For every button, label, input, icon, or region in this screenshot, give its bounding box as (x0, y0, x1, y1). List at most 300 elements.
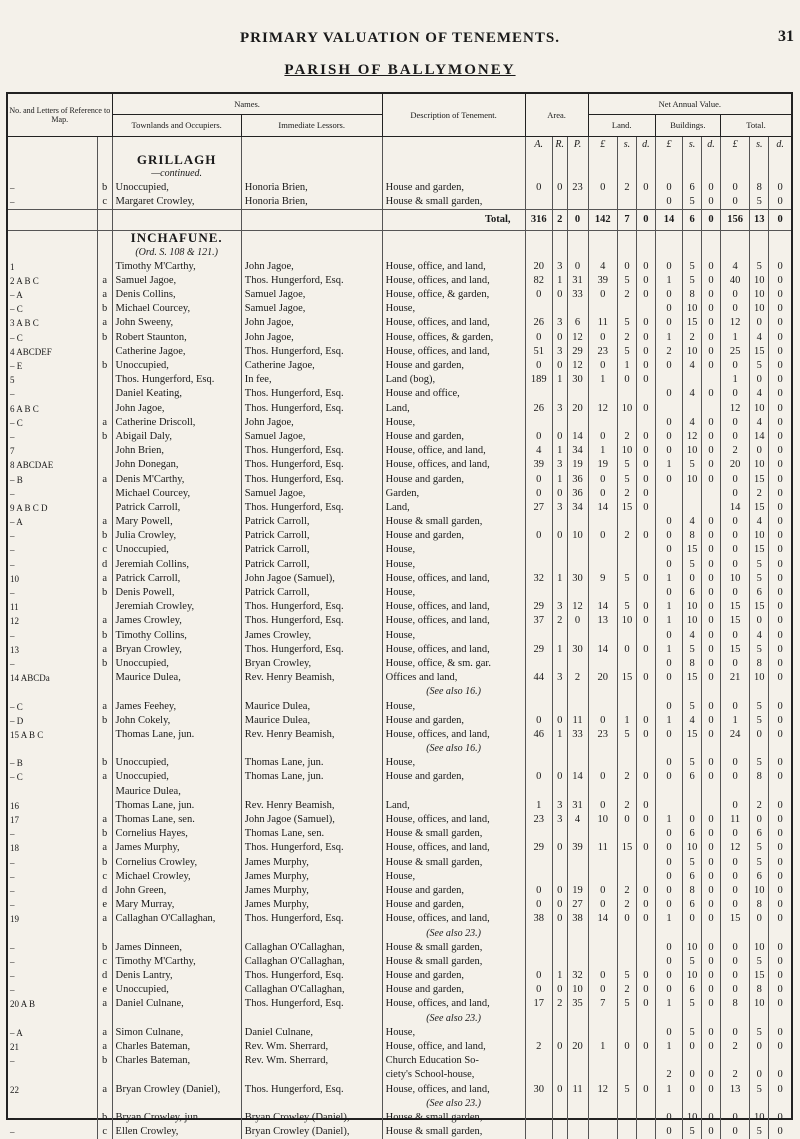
see-also-note: (See also 23.) (382, 1097, 525, 1111)
buildings-header: Buildings. (655, 114, 720, 136)
area-cell (552, 657, 567, 671)
lessor-cell: Thos. Hungerford, Esq. (241, 274, 382, 288)
occupier-cell: Timothy M'Carthy, (112, 955, 241, 969)
map-ref-cell: – C (8, 770, 97, 784)
area-cell: 3 (552, 671, 567, 685)
land-cell: 14 (588, 600, 617, 614)
description-cell: House, offices, and land, (382, 813, 525, 827)
total-cell: 12 (720, 841, 749, 855)
area-cell (552, 941, 567, 955)
area-cell: 3 (552, 316, 567, 330)
blank-cell (525, 1012, 552, 1026)
land-cell: 142 (588, 210, 617, 231)
buildings-cell: 0 (655, 1125, 682, 1139)
blank-cell (720, 1012, 749, 1026)
map-ref-cell: – (8, 941, 97, 955)
area-cell: 0 (525, 898, 552, 912)
buildings-cell: 0 (702, 671, 721, 685)
value-header: Net Annual Value. (588, 94, 791, 114)
buildings-cell (702, 501, 721, 515)
area-unit: A. (525, 136, 552, 153)
occupier-cell: James Murphy, (112, 841, 241, 855)
land-cell: 15 (617, 841, 636, 855)
area-cell (525, 941, 552, 955)
total-cell: 15 (720, 614, 749, 628)
map-ref-cell: – (8, 1111, 97, 1125)
buildings-cell: 0 (655, 841, 682, 855)
land-cell: 1 (588, 1040, 617, 1054)
land-cell: 0 (588, 331, 617, 345)
area-cell: 82 (525, 274, 552, 288)
land-cell: 2 (617, 983, 636, 997)
buildings-cell: 8 (683, 657, 702, 671)
table-row (8, 359, 791, 373)
buildings-cell: 0 (683, 1040, 702, 1054)
total-cell: 0 (777, 445, 783, 457)
land-cell (636, 756, 655, 770)
total-cell: 2 (750, 487, 769, 501)
map-ref-cell (8, 245, 97, 259)
area-cell (525, 756, 552, 770)
buildings-cell: 10 (683, 600, 702, 614)
blank-cell (702, 245, 721, 259)
area-cell: 31 (567, 274, 588, 288)
area-cell: 19 (567, 884, 588, 898)
total-cell: 5 (750, 699, 769, 713)
total-cell: 0 (777, 984, 783, 996)
area-cell (567, 416, 588, 430)
map-letter-cell: e (97, 898, 112, 912)
area-cell: 4 (567, 813, 588, 827)
blank-cell (567, 926, 588, 940)
total-cell: 0 (777, 402, 783, 414)
table-row (8, 870, 791, 884)
description-cell: House & small garden, (382, 827, 525, 841)
blank-cell (525, 685, 552, 699)
land-cell: 0 (636, 983, 655, 997)
total-cell: 10 (750, 671, 769, 685)
land-cell (636, 629, 655, 643)
blank-cell (525, 742, 552, 756)
land-cell (617, 1054, 636, 1068)
land-cell (636, 856, 655, 870)
area-cell (525, 515, 552, 529)
area-cell (525, 856, 552, 870)
map-letter-cell: b (97, 756, 112, 770)
buildings-cell: 0 (655, 629, 682, 643)
land-cell: 0 (588, 487, 617, 501)
table-row (8, 600, 791, 614)
area-cell: 2 (567, 671, 588, 685)
area-cell (525, 387, 552, 401)
occupier-cell: Unoccupied, (112, 359, 241, 373)
buildings-cell: 1 (655, 614, 682, 628)
valuation-table-frame (6, 92, 793, 1138)
table-row (8, 714, 791, 728)
total-cell: 0 (777, 430, 783, 442)
total-cell: 15 (720, 643, 749, 657)
table-row (8, 316, 791, 330)
map-ref-cell: – (8, 586, 97, 600)
blank-cell (769, 245, 791, 259)
land-cell: 0 (588, 181, 617, 195)
map-ref-cell (8, 1097, 97, 1111)
map-ref-cell: – A (8, 515, 97, 529)
buildings-cell: 5 (683, 699, 702, 713)
area-cell: 37 (525, 614, 552, 628)
area-cell: 44 (525, 671, 552, 685)
occupier-cell: Patrick Carroll, (112, 501, 241, 515)
land-cell (588, 302, 617, 316)
map-ref-cell: – C (8, 302, 97, 316)
area-cell (567, 699, 588, 713)
blank-cell (636, 1097, 655, 1111)
land-cell: 11 (588, 841, 617, 855)
land-cell: 2 (617, 331, 636, 345)
total-cell: 0 (777, 558, 783, 570)
blank-cell (683, 231, 702, 246)
total-cell: 0 (777, 317, 783, 329)
buildings-cell: 5 (683, 856, 702, 870)
area-cell: 29 (567, 345, 588, 359)
land-cell: 0 (636, 1040, 655, 1054)
occupier-cell: Jeremiah Crowley, (112, 600, 241, 614)
total-cell: 0 (777, 700, 783, 712)
total-cell: 0 (777, 1041, 783, 1053)
table-row (8, 969, 791, 983)
total-cell: 0 (777, 657, 783, 669)
buildings-cell: 15 (683, 728, 702, 742)
buildings-cell: 6 (683, 770, 702, 784)
area-cell: 14 (567, 430, 588, 444)
map-ref-cell (8, 210, 97, 231)
description-cell: House, offices, and land, (382, 458, 525, 472)
area-cell (552, 785, 567, 799)
area-cell (525, 1068, 552, 1082)
blank-cell (750, 742, 769, 756)
buildings-cell: 0 (702, 345, 721, 359)
land-cell: 0 (636, 181, 655, 195)
total-cell: 1 (720, 714, 749, 728)
buildings-cell: 1 (655, 458, 682, 472)
buildings-cell: 10 (683, 1111, 702, 1125)
land-cell (636, 195, 655, 210)
occupier-cell: Michael Crowley, (112, 870, 241, 884)
occupier-cell: Daniel Keating, (112, 387, 241, 401)
buildings-cell: 0 (702, 870, 721, 884)
buildings-cell: 0 (655, 1111, 682, 1125)
map-ref-cell: – (8, 898, 97, 912)
description-cell: Land (bog), (382, 373, 525, 387)
map-letter-cell: b (97, 331, 112, 345)
table-row (8, 856, 791, 870)
buildings-cell: 5 (683, 1125, 702, 1139)
buildings-cell: 10 (683, 614, 702, 628)
total-cell: 13 (720, 1083, 749, 1097)
total-cell: 0 (720, 430, 749, 444)
total-cell: 4 (750, 629, 769, 643)
total-cell: 0 (720, 955, 749, 969)
table-row (8, 430, 791, 444)
table-row (8, 558, 791, 572)
land-cell (617, 827, 636, 841)
land-cell (617, 1068, 636, 1082)
buildings-cell: 0 (702, 529, 721, 543)
area-cell (567, 558, 588, 572)
total-cell: 0 (720, 799, 749, 813)
land-cell (636, 657, 655, 671)
buildings-cell: 4 (683, 714, 702, 728)
description-cell: House, offices, and land, (382, 841, 525, 855)
description-cell: House, (382, 756, 525, 770)
land-cell (636, 543, 655, 557)
area-header: Area. (525, 94, 588, 136)
total-cell: 0 (777, 1126, 783, 1138)
buildings-cell: 0 (702, 728, 721, 742)
land-cell (617, 756, 636, 770)
total-cell: 6 (750, 586, 769, 600)
total-cell: 0 (720, 969, 749, 983)
land-cell: 10 (588, 813, 617, 827)
area-cell: 0 (567, 260, 588, 274)
map-ref-cell: – (8, 870, 97, 884)
land-cell: 0 (617, 912, 636, 926)
map-ref-cell: 8 ABCDAE (8, 458, 97, 472)
map-letter-cell: a (97, 1083, 112, 1097)
map-letter-cell: b (97, 529, 112, 543)
land-cell: 5 (617, 345, 636, 359)
lessor-cell: John Jagoe (Samuel), (241, 813, 382, 827)
total-cell: 1 (720, 331, 749, 345)
buildings-cell: 0 (702, 416, 721, 430)
description-cell: House and garden, (382, 529, 525, 543)
map-letter-cell: a (97, 614, 112, 628)
map-ref-cell: – A (8, 1026, 97, 1040)
buildings-cell: 0 (655, 770, 682, 784)
area-cell: 32 (525, 572, 552, 586)
buildings-cell: 6 (683, 210, 702, 231)
table-row (8, 487, 791, 501)
description-cell (382, 136, 525, 153)
total-cell: 0 (750, 614, 769, 628)
land-cell (617, 387, 636, 401)
blank-cell (588, 167, 617, 181)
land-cell (617, 558, 636, 572)
buildings-cell: 0 (702, 359, 721, 373)
map-letter-cell: b (97, 657, 112, 671)
blank-cell (655, 167, 682, 181)
table-row (8, 657, 791, 671)
total-cell: 0 (777, 1083, 783, 1095)
lessor-cell: Thos. Hungerford, Esq. (241, 472, 382, 486)
buildings-cell (683, 373, 702, 387)
area-cell: 30 (525, 1083, 552, 1097)
land-cell (588, 558, 617, 572)
total-cell: 8 (750, 657, 769, 671)
total-cell: 0 (720, 472, 749, 486)
total-cell: 5 (750, 359, 769, 373)
table-row (8, 955, 791, 969)
total-cell: 14 (720, 501, 749, 515)
total-cell: 10 (750, 402, 769, 416)
table-row (8, 785, 791, 799)
blank-cell (525, 167, 552, 181)
see-also-note: (See also 23.) (382, 926, 525, 940)
blank-cell (702, 153, 721, 167)
land-cell: 10 (617, 444, 636, 458)
total-cell: 0 (777, 331, 783, 343)
lessor-cell (241, 210, 382, 231)
description-cell (382, 167, 525, 181)
occupier-cell: James Feehey, (112, 699, 241, 713)
occupier-cell: Margaret Crowley, (112, 195, 241, 210)
note-row (8, 685, 791, 699)
buildings-cell: 10 (683, 969, 702, 983)
occupier-cell: Charles Bateman, (112, 1040, 241, 1054)
table-row (8, 586, 791, 600)
area-cell: 34 (567, 501, 588, 515)
occupier-cell: Thomas Lane, jun. (112, 799, 241, 813)
buildings-cell: 0 (702, 1125, 721, 1139)
area-cell (552, 1111, 567, 1125)
buildings-cell: 0 (702, 997, 721, 1011)
map-ref-cell: 4 ABCDEF (8, 345, 97, 359)
land-cell: 0 (588, 430, 617, 444)
lessor-cell: Thos. Hungerford, Esq. (241, 614, 382, 628)
land-cell: 0 (636, 600, 655, 614)
land-cell: 0 (636, 1083, 655, 1097)
land-cell: 20 (588, 671, 617, 685)
description-cell: House, offices, and land, (382, 1083, 525, 1097)
blank-cell (702, 685, 721, 699)
total-cell: 2 (720, 1068, 749, 1082)
buildings-cell: 6 (683, 983, 702, 997)
buildings-cell: 0 (655, 756, 682, 770)
blank-cell (683, 1012, 702, 1026)
area-cell (525, 416, 552, 430)
lessor-cell: Rev. Henry Beamish, (241, 671, 382, 685)
description-cell: House, (382, 543, 525, 557)
blank-cell (552, 245, 567, 259)
area-cell (552, 955, 567, 969)
land-cell (617, 785, 636, 799)
land-cell (588, 195, 617, 210)
land-cell: 0 (588, 884, 617, 898)
blank-cell (525, 153, 552, 167)
blank-cell (683, 167, 702, 181)
area-cell: 0 (552, 912, 567, 926)
map-ref-cell: – (8, 955, 97, 969)
land-cell (636, 387, 655, 401)
buildings-cell: 5 (683, 260, 702, 274)
buildings-cell: 0 (702, 1026, 721, 1040)
total-cell: 11 (720, 813, 749, 827)
area-cell: 3 (552, 458, 567, 472)
map-ref-cell: 20 A B (8, 997, 97, 1011)
blank-cell (750, 1097, 769, 1111)
land-cell: 0 (636, 288, 655, 302)
buildings-cell: 1 (655, 912, 682, 926)
blank-cell (636, 685, 655, 699)
area-cell (525, 302, 552, 316)
table-row (8, 1111, 791, 1125)
map-letter-cell: b (97, 941, 112, 955)
table-row (8, 543, 791, 557)
blank-cell (636, 742, 655, 756)
occupier-cell: Thomas Lane, sen. (112, 813, 241, 827)
land-cell (617, 629, 636, 643)
area-cell: 26 (525, 316, 552, 330)
buildings-cell: 0 (702, 629, 721, 643)
area-cell: 0 (525, 983, 552, 997)
buildings-cell: 0 (655, 884, 682, 898)
map-ref-cell: – E (8, 359, 97, 373)
lessor-cell: John Jagoe, (241, 316, 382, 330)
area-cell (552, 586, 567, 600)
total-cell (720, 1054, 749, 1068)
buildings-cell: 0 (655, 671, 682, 685)
total-cell: 4 (750, 331, 769, 345)
blank-cell (683, 926, 702, 940)
map-ref-cell: – (8, 983, 97, 997)
land-cell (588, 629, 617, 643)
blank-cell (655, 1097, 682, 1111)
land-cell: 0 (636, 359, 655, 373)
buildings-cell (702, 799, 721, 813)
land-cell: 0 (636, 884, 655, 898)
land-cell: 5 (617, 572, 636, 586)
land-header: Land. (588, 114, 655, 136)
map-ref-cell: – (8, 1125, 97, 1139)
land-cell (588, 387, 617, 401)
blank-cell (617, 245, 636, 259)
area-cell (525, 1026, 552, 1040)
map-letter-cell (97, 1068, 112, 1082)
total-cell: 0 (777, 828, 783, 840)
area-cell: 0 (525, 430, 552, 444)
total-cell: 0 (777, 303, 783, 315)
area-cell (525, 629, 552, 643)
lessor-cell: Bryan Crowley (Daniel), (241, 1125, 382, 1139)
buildings-cell: 0 (702, 813, 721, 827)
townland-sub-row (8, 167, 791, 181)
townland-name: GRILLAGH (112, 153, 241, 167)
buildings-cell: 1 (655, 714, 682, 728)
description-cell: House, (382, 586, 525, 600)
blank-cell (750, 685, 769, 699)
area-cell: 0 (552, 288, 567, 302)
area-cell: 0 (525, 884, 552, 898)
blank-cell (617, 926, 636, 940)
lessor-cell: Thos. Hungerford, Esq. (241, 402, 382, 416)
lessor-cell: Callaghan O'Callaghan, (241, 941, 382, 955)
buildings-cell: 0 (655, 472, 682, 486)
land-cell: 0 (636, 274, 655, 288)
land-cell: 5 (617, 458, 636, 472)
total-cell: 25 (720, 345, 749, 359)
total-cell: 0 (769, 210, 791, 231)
buildings-cell: 5 (683, 1026, 702, 1040)
lessor-cell: Thos. Hungerford, Esq. (241, 444, 382, 458)
buildings-cell: 0 (702, 657, 721, 671)
land-cell: 0 (588, 288, 617, 302)
area-cell: 2 (552, 614, 567, 628)
occupier-cell: Maurice Dulea, (112, 671, 241, 685)
area-cell: 2 (552, 210, 567, 231)
area-cell: 3 (552, 260, 567, 274)
area-cell: 3 (552, 600, 567, 614)
buildings-cell: 2 (683, 331, 702, 345)
